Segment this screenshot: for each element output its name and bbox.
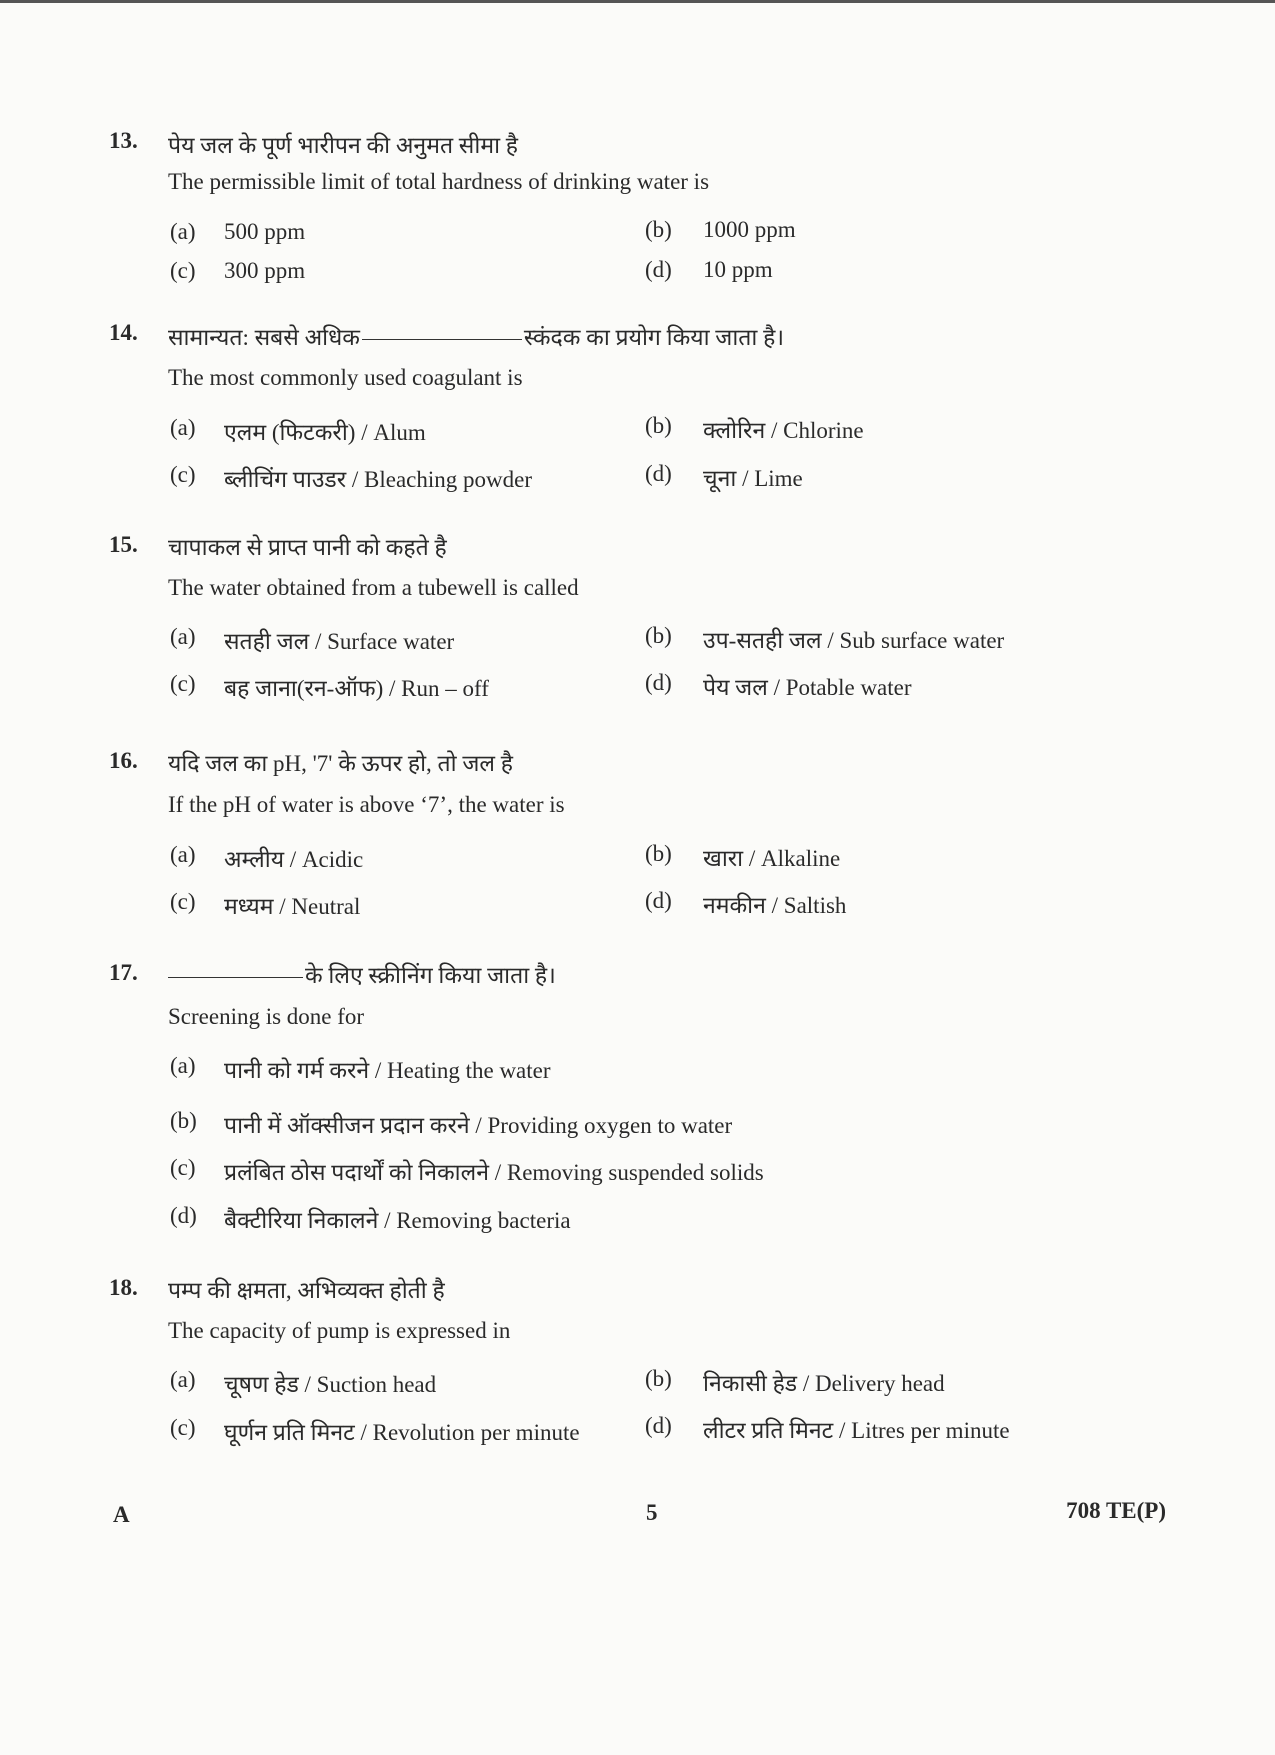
question-english: The water obtained from a tubewell is called (168, 575, 579, 600)
option-text: क्लोरिन / Chlorine (703, 418, 864, 443)
question-number: 14. (109, 320, 138, 345)
option-text: चूषण हेड / Suction head (224, 1372, 437, 1397)
option-label: (c) (170, 462, 196, 487)
option-label: (c) (170, 671, 196, 696)
question-number: 18. (109, 1275, 138, 1300)
option-text: पानी में ऑक्सीजन प्रदान करने / Providing oxygen to water (224, 1113, 733, 1138)
question-english: If the pH of water is above ‘7’, the water is (168, 792, 565, 817)
question-hindi: यदि जल का pH, '7' के ऊपर हो, तो जल है (168, 751, 513, 776)
option-text: ब्लीचिंग पाउडर / Bleaching powder (224, 467, 532, 492)
option-label: (d) (645, 1413, 672, 1438)
option-label: (b) (170, 1108, 197, 1133)
hindi-pre: सामान्यत: सबसे अधिक (168, 325, 360, 350)
option-label: (b) (645, 1366, 672, 1391)
option-text: उप-सतही जल / Sub surface water (703, 628, 1005, 653)
option-text: 1000 ppm (703, 217, 796, 242)
fill-blank (168, 977, 303, 978)
option-text: घूर्णन प्रति मिनट / Revolution per minute (224, 1420, 580, 1445)
question-number: 13. (109, 128, 138, 153)
option-label: (a) (170, 842, 196, 867)
option-label: (c) (170, 1155, 196, 1180)
option-label: (a) (170, 219, 196, 244)
option-text: एलम (फिटकरी) / Alum (224, 420, 426, 445)
page-number: 5 (646, 1500, 658, 1525)
hindi-post: के लिए स्क्रीनिंग किया जाता है। (305, 963, 556, 988)
option-text: नमकीन / Saltish (703, 893, 847, 918)
option-text: मध्यम / Neutral (224, 894, 361, 919)
option-label: (d) (170, 1203, 197, 1228)
option-text: 500 ppm (224, 219, 306, 244)
option-label: (a) (170, 624, 196, 649)
option-text: लीटर प्रति मिनट / Litres per minute (703, 1418, 1010, 1443)
option-text: निकासी हेड / Delivery head (703, 1371, 945, 1396)
question-english: The permissible limit of total hardness of drinking water is (168, 169, 710, 194)
option-label: (d) (645, 670, 672, 695)
hindi-post: स्कंदक का प्रयोग किया जाता है। (523, 325, 785, 350)
option-text: 300 ppm (224, 258, 306, 283)
question-english: Screening is done for (168, 1004, 365, 1029)
option-label: (c) (170, 258, 196, 283)
question-hindi: पेय जल के पूर्ण भारीपन की अनुमत सीमा है (168, 133, 518, 158)
option-label: (b) (645, 217, 672, 242)
option-text: चूना / Lime (703, 466, 803, 491)
option-text: अम्लीय / Acidic (224, 847, 364, 872)
option-label: (a) (170, 415, 196, 440)
fill-blank (362, 339, 522, 340)
option-label: (d) (645, 461, 672, 486)
option-text: सतही जल / Surface water (224, 629, 455, 654)
option-text: बह जाना(रन-ऑफ) / Run – off (224, 676, 489, 701)
option-label: (c) (170, 889, 196, 914)
question-number: 17. (109, 960, 138, 985)
option-label: (b) (645, 623, 672, 648)
option-text: पानी को गर्म करने / Heating the water (224, 1058, 551, 1083)
option-label: (a) (170, 1367, 196, 1392)
option-text: पेय जल / Potable water (703, 675, 912, 700)
option-label: (a) (170, 1053, 196, 1078)
question-english: The capacity of pump is expressed in (168, 1318, 511, 1343)
question-number: 15. (109, 532, 138, 557)
option-text: खारा / Alkaline (703, 846, 841, 871)
option-text: प्रलंबित ठोस पदार्थों को निकालने / Removing suspended solids (224, 1160, 764, 1185)
option-label: (d) (645, 888, 672, 913)
question-hindi: चापाकल से प्राप्त पानी को कहते है (168, 535, 447, 560)
option-text: बैक्टीरिया निकालने / Removing bacteria (224, 1208, 571, 1233)
series-letter: A (113, 1502, 130, 1527)
option-label: (c) (170, 1415, 196, 1440)
option-text: 10 ppm (703, 257, 773, 282)
page-edge (0, 0, 1275, 3)
question-number: 16. (109, 748, 138, 773)
question-hindi (168, 958, 556, 990)
option-label: (b) (645, 841, 672, 866)
option-label: (d) (645, 257, 672, 282)
option-label: (b) (645, 413, 672, 438)
question-english: The most commonly used coagulant is (168, 365, 523, 390)
question-hindi: पम्प की क्षमता, अभिव्यक्त होती है (168, 1278, 445, 1303)
question-hindi (168, 320, 784, 352)
paper-code: 708 TE(P) (1066, 1498, 1166, 1523)
